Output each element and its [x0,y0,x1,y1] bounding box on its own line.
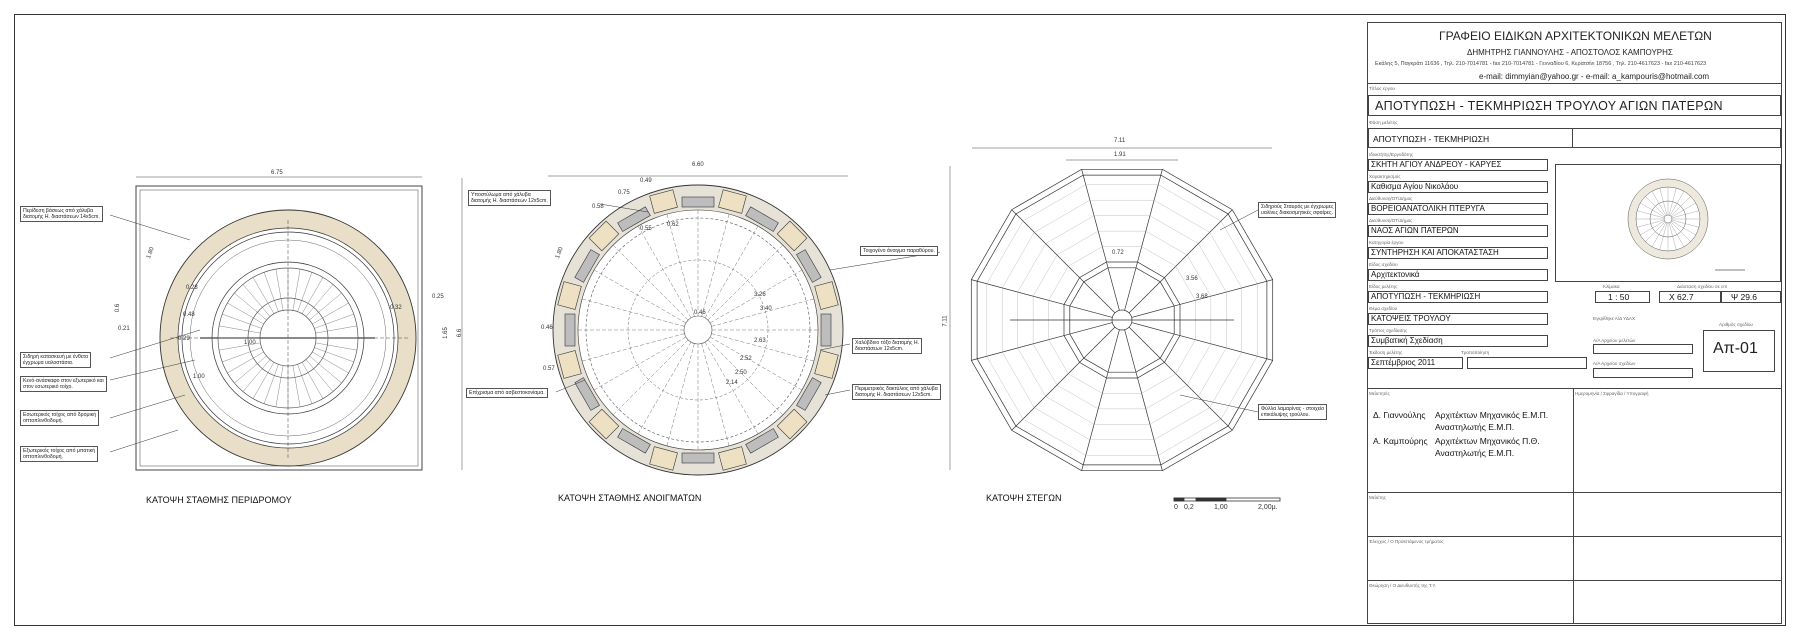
plan1-dim: 0.6 [115,303,122,313]
lantern-ridge [1132,323,1180,336]
plan2-dim: 2.52 [740,356,752,362]
plan2-dim: 0.75 [618,190,630,196]
plan1-dim: 0.48 [183,312,195,318]
plan1-dim: 1.80 [146,246,156,260]
number-label: Αριθμός σχεδίου [1719,322,1753,327]
lantern-ridge [1129,327,1164,362]
roof-sheet-line [1154,200,1210,232]
roof-sheet-line [1057,385,1098,409]
designer-name: Α. Καμπούρης [1373,436,1428,446]
plan1-dim: 1.00 [193,374,205,380]
type-value: Αρχιτεκτονικά [1371,270,1420,279]
office-address: Εκάλης 5, Παγκράτι 11636 , Τηλ. 210-7014781 - fax 210-7014781 - Γενναδίου 6, Κερατσίνι 18756 , Τηλ. 210-4617623 - fax 210-4617623 [1375,61,1707,67]
roof-sheet-line [1142,374,1176,394]
roof-sheet-line [1046,396,1094,424]
dome-thumbnail [1555,164,1781,282]
project-title: ΑΠΟΤΥΠΩΣΗ - ΤΕΚΜΗΡΙΩΣΗ ΤΡΟΥΛΟΥ ΑΓΙΩΝ ΠΑΤΕΡΩΝ [1375,99,1723,113]
roof-sheet-line [1049,266,1069,300]
coord-x: X 62.7 [1669,292,1694,302]
plan2-dim: 0.49 [640,178,652,184]
approver-label: Θεώρηση / Ο Διευθυντής της Τ.Υ. [1369,583,1437,588]
signature-label: Ημερομηνία / Σφραγίδα / Υπογραφή [1575,391,1649,396]
office-email: e-mail: dimmyian@yahoo.gr - e-mail: a_kampouris@hotmail.com [1479,72,1710,81]
plan2-dim-width: 6.60 [692,162,704,168]
roof-sheet-line [1046,216,1094,244]
plan2-caption: ΚΑΤΟΨΗ ΣΤΑΘΜΗΣ ΑΝΟΙΓΜΑΤΩΝ [558,493,702,503]
plan1-dim-width: 6.75 [271,170,283,176]
plan2-note: Περιμετρικός δακτύλιος από χάλυβα διατομής Η. διαστάσεων 12x5cm. [852,384,941,400]
plan1-caption: ΚΑΤΟΨΗ ΣΤΑΘΜΗΣ ΠΕΡΙΔΡΟΜΟΥ [146,495,292,505]
roof-sheet-line [1221,221,1257,284]
plan3-dim: 0.72 [1112,250,1124,256]
revision-label: Τροποποίηση [1461,350,1490,355]
plan1-note: Περίδεση βάσεως από χάλυβα διατομής Η. διαστάσεων 14x5cm. [20,206,103,222]
scale-value: 1 : 50 [1608,292,1630,302]
phase-value: ΑΠΟΤΥΠΩΣΗ - ΤΕΚΜΗΡΙΩΣΗ [1373,134,1490,144]
owner-value: ΣΚΗΤΗ ΑΓΙΟΥ ΑΝΔΡΕΟΥ - ΚΑΡΥΕΣ [1371,160,1502,169]
plan1-dim: 0.28 [186,285,198,291]
type-label: Είδος σχεδίου [1369,262,1398,267]
roof-sheet-line [1068,247,1102,267]
building-value: ΝΑΟΣ ΑΓΙΩΝ ΠΑΤΕΡΩΝ [1371,226,1459,235]
roof-sheet-line [1176,340,1196,374]
roof-sheet-line [1146,231,1187,255]
roof-sheet-line [1002,232,1034,288]
plan2-dim: 3.26 [754,292,766,298]
plan2-dim: 0.58 [592,204,604,210]
lantern-ridge [1080,327,1115,362]
plan1-note: Σιδηρή κατασκευή με ένθετα έγχρωμα υαλοστάσια. [20,352,91,368]
plan1-note: Κενό-ανάσκαφο στον εξωτερικό και στον εσωτερικό τοίχο. [20,376,107,392]
plan1-dim: 1.00 [244,340,256,346]
plan1-dim: 0.29 [178,336,190,342]
roof-sheet-line [1198,348,1226,396]
roof-sheet-line [1033,255,1057,296]
method-label: Τρόπος σχεδίασης [1369,328,1408,333]
office-names: ΔΗΜΗΤΡΗΣ ΓΙΑΝΝΟΥΛΗΣ - ΑΠΟΣΤΟΛΟΣ ΚΑΜΠΟΥΡΗΣ [1467,48,1673,57]
roof-sheet-line [1158,185,1221,221]
roof-sheet-line [1210,352,1242,408]
plan1-dim: 0.25 [432,294,444,300]
plan2-dim: 6.6 [457,328,464,338]
scale-bar-label: 0 [1174,504,1178,511]
plan1-dim: 1.65 [442,327,449,339]
lantern-ridge [1125,262,1138,310]
plan2-dim: 0.55 [640,226,652,232]
roof-sheet-line [1023,185,1086,221]
roof-sheet-line [987,221,1023,284]
designer-role: Αναστηλωτής Ε.Μ.Π. [1435,448,1515,458]
plan2-dim: 3.40 [760,306,772,312]
designer-role: Αρχιτέκτων Μηχανικός Π.Θ. [1435,436,1540,446]
office-title: ΓΡΑΦΕΙΟ ΕΙΔΙΚΩΝ ΑΡΧΙΤΕΚΤΟΝΙΚΩΝ ΜΕΛΕΤΩΝ [1439,29,1712,43]
study-value: ΑΠΟΤΥΠΩΣΗ - ΤΕΚΜΗΡΙΩΣΗ [1371,292,1481,301]
lantern-ridge [1064,323,1112,336]
scale-bar-label: 2,00μ. [1258,504,1278,511]
lantern-ridge [1106,262,1119,310]
roof-sheet-line [1023,419,1086,455]
plan1-dim: 0.32 [390,305,402,311]
plan1-note: Εσωτερικός τοίχος από δρομική οπτοπλινθοδομή. [20,410,99,426]
protocol-label: Εγκρίθηκε Α/Δ ΥΔΑΧ [1593,316,1636,321]
area-value: ΒΟΡΕΙΟΑΝΑΤΟΛΙΚΗ ΠΤΕΡΥΓΑ [1371,204,1485,213]
plan2-note: Υποστύλωμα από χάλυβα διατομής Η. διαστάσεων 12x5cm. [468,190,551,206]
plan2-dim: 0.62 [667,222,679,228]
roof-sheet-line [1142,247,1176,267]
drawing-number: Απ-01 [1713,340,1758,357]
scale-bar-label: 0,2 [1184,504,1194,511]
phase-label: Φάση μελέτης [1369,120,1398,125]
checker-label: Μελέτης [1369,495,1386,500]
location-value: Καθισμα Αγίου Νικολάου [1371,182,1459,191]
roof-sheet-line [1033,344,1057,385]
coord-y: Ψ 29.6 [1731,292,1758,302]
plan3-dim: 7.11 [1114,138,1126,144]
plan2-note: Χαλύβδινο τόξο διατομής Η. διαστάσεων 12x5cm. [852,338,922,354]
roof-sheet-line [1221,356,1257,419]
study-label: Είδος μελέτης [1369,284,1398,289]
plan3-caption: ΚΑΤΟΨΗ ΣΤΕΓΩΝ [986,493,1062,503]
roof-sheet-line [1002,352,1034,408]
plan2-dim: 0.46 [694,310,706,316]
roof-sheet-line [1150,216,1198,244]
roof-sheet-line [1154,408,1210,440]
drawing-subject-label: Θέμα σχεδίου [1369,306,1398,311]
plan2-note: Επίχρισμα από ασβεστοκονίαμα. [466,388,548,398]
plan2-dim: 2.63 [754,338,766,344]
plan3-dim: 7.11 [942,315,949,327]
plan3-note: Φύλλα λαμαρίνας - στοιχείο επικάλυψης τρούλου. [1258,404,1327,420]
roof-sheet-line [1187,344,1211,385]
coord-label: Διάσταση σχεδίου σε cm [1677,284,1728,289]
roof-sheet-line [1158,419,1221,455]
lantern-ridge [1106,330,1119,378]
designers-label: Μελετητές [1369,391,1390,396]
roof-sheet-line [1018,244,1046,292]
plan3-dim: 1.91 [1114,152,1126,158]
designer-role: Αρχιτέκτων Μηχανικός Ε.Μ.Π. [1435,410,1549,420]
drawing-subject: ΚΑΤΟΨΕΙΣ ΤΡΟΥΛΟΥ [1371,314,1451,323]
plan2-dim: 1.80 [555,246,565,260]
roof-sheet-line [1034,200,1090,232]
location-label: Χαρακτηρισμός [1369,174,1401,179]
lantern-ridge [1129,278,1164,313]
roof-sheet-line [1018,348,1046,396]
lantern-ridge [1064,304,1112,317]
roof-sheet-line [987,356,1023,419]
plan2-dim: 2.50 [735,370,747,376]
project-label: Τίτλος έργου [1369,86,1395,91]
roof-sheet-line [1049,340,1069,374]
plan2-dim: 0.57 [543,366,555,372]
category-label: Κατηγορία έργου [1369,240,1404,245]
roof-sheet-line [1034,408,1090,440]
designer-role: Αναστηλωτής Ε.Μ.Π. [1435,422,1515,432]
roof-sheet-line [1198,244,1226,292]
roof-sheet-line [1146,385,1187,409]
lantern-ridge [1132,304,1180,317]
area-label: Διεύθυνση/ΟΤ/Δήμος [1369,196,1413,201]
method-value: Συμβατική Σχεδίαση [1371,336,1443,345]
archive-label: Α/Α Αρχείου μελετών [1593,338,1636,343]
roof-sheet-line [1210,232,1242,288]
scale-label: Κλίμακα [1603,284,1620,289]
lantern-ridge [1125,330,1138,378]
title-block [1367,22,1782,624]
scale-bar-label: 1,00 [1214,504,1228,511]
owner-label: Ιδιοκτήτης/Εργοδότης [1369,152,1414,157]
roof-sheet-line [1176,266,1196,300]
lantern-ridge [1080,278,1115,313]
designer-name: Δ. Γιαννούλης [1373,410,1426,420]
date-value: Σεπτέμβριος 2011 [1371,358,1436,367]
plan3-note: Σιδηρούς Σταυρός με έγχρωμες υαλίνες διακοσμητικές σφαίρες. [1258,202,1336,218]
roof-sheet-line [1068,374,1102,394]
roof-sheet-line [1057,231,1098,255]
plan1-dim: 0.21 [118,326,130,332]
plan1-note: Εξωτερικός τοίχος από μπατική οπτοπλινθοδομή. [20,446,98,462]
date-label: Έκδοση μελέτης [1369,350,1403,355]
plan2-dim: 0.46 [541,325,553,331]
plan3-dim: 3.68 [1196,294,1208,300]
plan3-dim: 3.56 [1186,276,1198,282]
drawing-archive-label: Α/Α Αρχείου σχεδίων [1593,361,1636,366]
building-label: Διεύθυνση/ΟΤ/Δήμος [1369,218,1413,223]
roof-sheet-line [1150,396,1198,424]
category-value: ΣΥΝΤΗΡΗΣΗ ΚΑΙ ΑΠΟΚΑΤΑΣΤΑΣΗ [1371,248,1499,257]
plan2-dim: 2.14 [726,380,738,386]
plan2-note: Τοιχογένο άνοιγμα παραθύρου. [860,246,938,256]
supervisor-label: Έλεγχος / Ο Προϊστάμενος τμήματος [1369,539,1444,544]
